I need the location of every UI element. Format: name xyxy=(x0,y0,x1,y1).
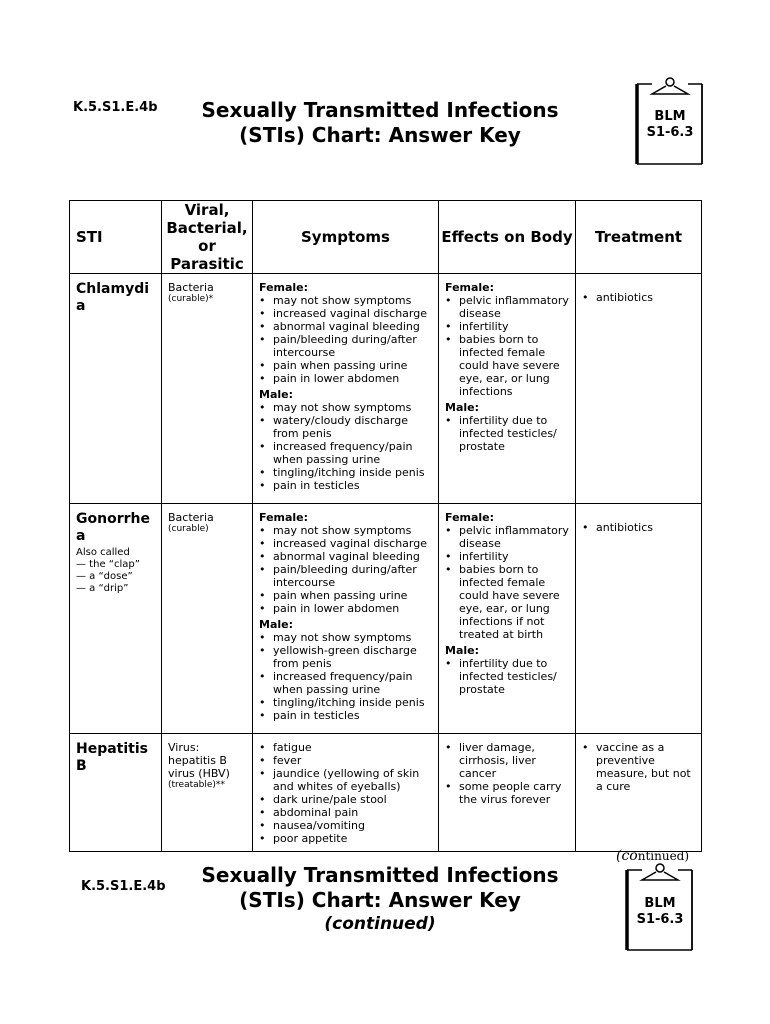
list-item: — a “drip” xyxy=(76,583,129,594)
table-row xyxy=(70,734,702,852)
female-effects-list xyxy=(445,294,569,398)
header-sti: STI xyxy=(70,201,162,274)
female-effects-list xyxy=(445,524,569,641)
table-header-row xyxy=(70,201,702,274)
list-item: • pain in lower abdomen xyxy=(259,602,432,615)
list-item: • abdominal pain xyxy=(259,806,432,819)
badge-label-blm: BLM xyxy=(654,109,686,124)
page-title xyxy=(180,98,580,148)
footer-page-code: K.5.S1.E.4b xyxy=(81,879,166,894)
female-symptoms-list xyxy=(259,294,432,385)
list-item: • pain when passing urine xyxy=(259,589,432,602)
treatment-list xyxy=(582,291,695,304)
male-symptoms-list xyxy=(259,631,432,722)
list-item: • poor appetite xyxy=(259,832,432,845)
list-item: • abnormal vaginal bleeding xyxy=(259,550,432,563)
list-item: • antibiotics xyxy=(582,291,695,304)
table-row xyxy=(70,504,702,734)
list-item: • infertility due to infected testicles/ prostate xyxy=(445,657,569,696)
header-type: Viral, Bacterial, or Parasitic xyxy=(162,201,253,274)
footer-title-subtitle: (continued) xyxy=(324,914,436,934)
list-item: • some people carry the virus forever xyxy=(445,780,569,806)
footer-page-title xyxy=(180,863,580,935)
male-symptoms-list xyxy=(259,401,432,492)
list-item: • pelvic inflammatory disease xyxy=(445,294,569,320)
list-item: • fever xyxy=(259,754,432,767)
blm-clipboard-badge xyxy=(632,76,708,168)
sti-type-note: (curable) xyxy=(168,524,209,534)
also-called xyxy=(76,547,155,595)
list-item: • babies born to infected female could have severe eye, ear, or lung infections xyxy=(445,333,569,398)
sti-type: Virus: hepatitis B virus (HBV) xyxy=(168,741,230,780)
list-item: • fatigue xyxy=(259,741,432,754)
male-label: Male: xyxy=(445,644,479,657)
continued-marker-rest: ntinued) xyxy=(637,849,690,863)
table-row xyxy=(70,274,702,504)
list-item: • increased vaginal discharge xyxy=(259,307,432,320)
list-item: • infertility xyxy=(445,550,569,563)
list-item: • pain/bleeding during/after intercourse xyxy=(259,563,432,589)
badge-label-code: S1-6.3 xyxy=(636,912,684,927)
list-item: • pain in testicles xyxy=(259,479,432,492)
list-item: • pelvic inflammatory disease xyxy=(445,524,569,550)
sti-type: Bacteria xyxy=(168,281,214,294)
list-item: • watery/cloudy discharge from penis xyxy=(259,414,432,440)
male-label: Male: xyxy=(445,401,479,414)
badge-label-code: S1-6.3 xyxy=(646,125,694,140)
sti-name: Hepatitis B xyxy=(76,741,148,774)
treatment-list xyxy=(582,521,695,534)
badge-label-blm: BLM xyxy=(644,896,676,911)
list-item: • may not show symptoms xyxy=(259,294,432,307)
footer-title-line-2: (STIs) Chart: Answer Key xyxy=(239,888,521,912)
footer-title-line-1: Sexually Transmitted Infections xyxy=(201,863,559,887)
list-item: • pain in lower abdomen xyxy=(259,372,432,385)
effects-list xyxy=(445,741,569,806)
title-line-2: (STIs) Chart: Answer Key xyxy=(239,123,521,147)
also-called-label: Also called xyxy=(76,547,130,558)
sti-type-note: (curable)* xyxy=(168,294,214,304)
header-effects: Effects on Body xyxy=(439,201,576,274)
female-label: Female: xyxy=(445,511,495,524)
header-treatment: Treatment xyxy=(576,201,702,274)
list-item: • pain in testicles xyxy=(259,709,432,722)
sti-type-note: (treatable)** xyxy=(168,780,225,790)
title-line-1: Sexually Transmitted Infections xyxy=(201,98,559,122)
male-effects-list xyxy=(445,657,569,696)
page-code: K.5.S1.E.4b xyxy=(73,100,158,115)
list-item: • dark urine/pale stool xyxy=(259,793,432,806)
footer-blm-clipboard-badge xyxy=(622,862,698,954)
sti-name: Gonorrhea xyxy=(76,511,150,544)
female-symptoms-list xyxy=(259,524,432,615)
list-item: • tingling/itching inside penis xyxy=(259,466,432,479)
list-item: • liver damage, cirrhosis, liver cancer xyxy=(445,741,569,780)
list-item: • tingling/itching inside penis xyxy=(259,696,432,709)
list-item: • nausea/vomiting xyxy=(259,819,432,832)
list-item: • pain when passing urine xyxy=(259,359,432,372)
male-effects-list xyxy=(445,414,569,453)
list-item: • infertility due to infected testicles/ prostate xyxy=(445,414,569,453)
male-label: Male: xyxy=(259,388,293,401)
list-item: • babies born to infected female could have severe eye, ear, or lung infections if not treated at birth xyxy=(445,563,569,641)
list-item: • abnormal vaginal bleeding xyxy=(259,320,432,333)
treatment-list xyxy=(582,741,695,793)
list-item: • increased frequency/pain when passing urine xyxy=(259,670,432,696)
male-label: Male: xyxy=(259,618,293,631)
list-item: • may not show symptoms xyxy=(259,524,432,537)
sti-name: Chlamydia xyxy=(76,281,150,314)
list-item: • may not show symptoms xyxy=(259,401,432,414)
female-label: Female: xyxy=(259,511,309,524)
header-symptoms: Symptoms xyxy=(253,201,439,274)
list-item: — a “dose” xyxy=(76,571,133,582)
female-label: Female: xyxy=(445,281,495,294)
list-item: • increased frequency/pain when passing urine xyxy=(259,440,432,466)
list-item: • increased vaginal discharge xyxy=(259,537,432,550)
list-item: • infertility xyxy=(445,320,569,333)
list-item: • jaundice (yellowing of skin and whites of eyeballs) xyxy=(259,767,432,793)
list-item: • may not show symptoms xyxy=(259,631,432,644)
list-item: • antibiotics xyxy=(582,521,695,534)
list-item: • vaccine as a preventive measure, but not a cure xyxy=(582,741,695,793)
female-label: Female: xyxy=(259,281,309,294)
list-item: — the “clap” xyxy=(76,559,140,570)
symptoms-list xyxy=(259,741,432,845)
list-item: • yellowish-green discharge from penis xyxy=(259,644,432,670)
sti-chart-table xyxy=(69,200,702,852)
sti-type: Bacteria xyxy=(168,511,214,524)
continued-marker-start: (co xyxy=(616,848,638,864)
list-item: • pain/bleeding during/after intercourse xyxy=(259,333,432,359)
